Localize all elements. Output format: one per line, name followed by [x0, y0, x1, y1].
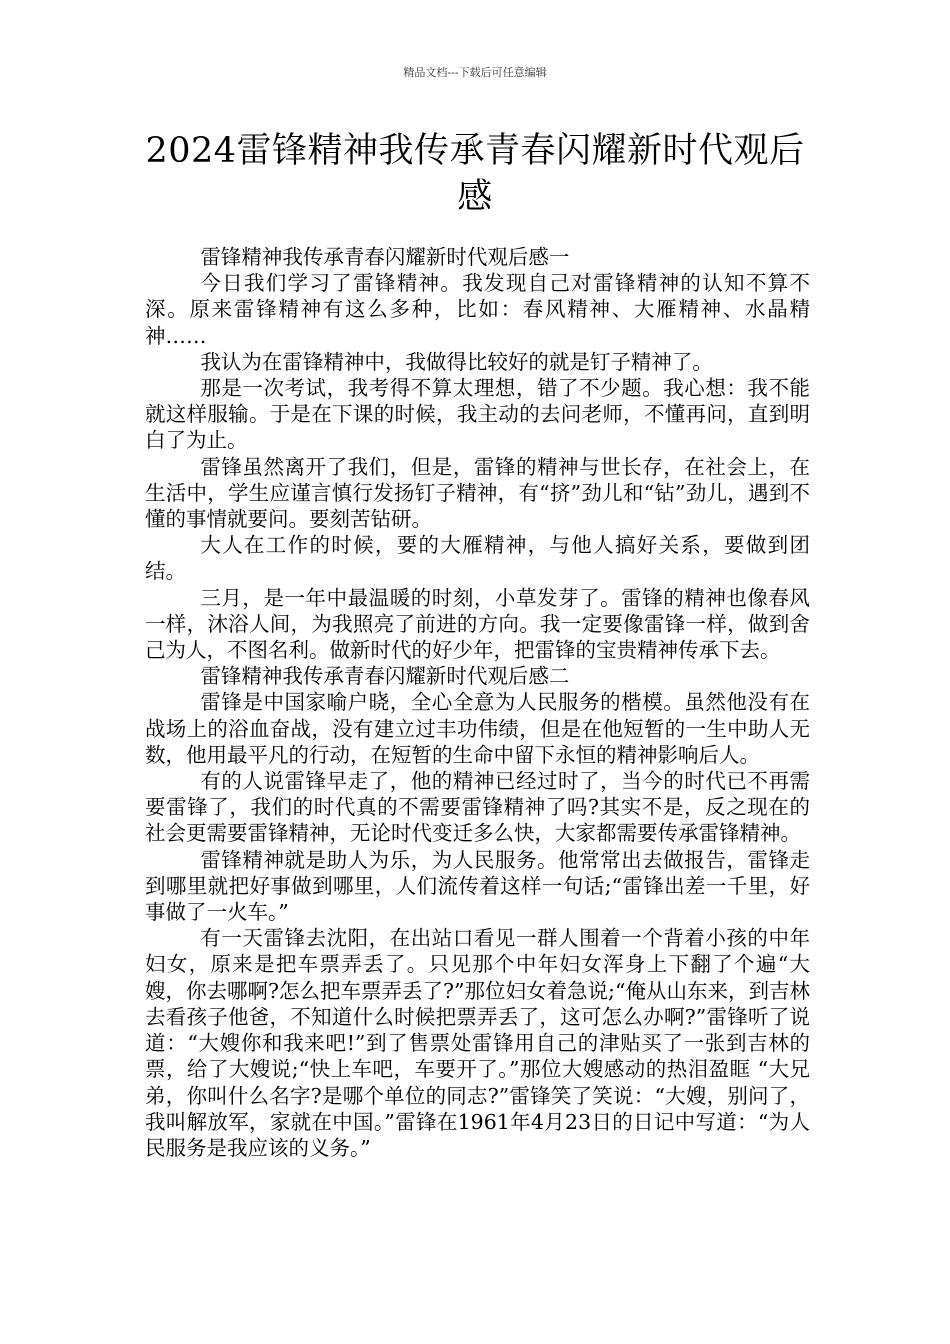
paragraph: 我认为在雷锋精神中，我做得比较好的就是钉子精神了。 [200, 349, 713, 374]
section-heading-1: 雷锋精神我传承青春闪耀新时代观后感一 [200, 245, 570, 269]
paragraph: 雷锋虽然离开了我们，但是，雷锋的精神与世长存，在社会上，在生活中，学生应谨言慎行发扬钉子精神，有“挤”劲儿和“钻”劲儿，遇到不懂的事情就要问。要刻苦钻研。 [145, 454, 810, 532]
paragraph: 三月，是一年中最温暖的时刻，小草发芽了。雷锋的精神也像春风一样，沐浴人间，为我照亮了前进的方向。我一定要像雷锋一样，做到舍己为人，不图名利。做新时代的好少年，把雷锋的宝贵精神传承下去。 [145, 585, 810, 663]
section-heading-2: 雷锋精神我传承青春闪耀新时代观后感二 [200, 664, 570, 689]
document-body [145, 244, 810, 1161]
paragraph: 有的人说雷锋早走了，他的精神已经过时了，当今的时代已不再需要雷锋了，我们的时代真的不需要雷锋精神了吗?其实不是，反之现在的社会更需要雷锋精神，无论时代变迁多么快，大家都需要传承雷锋精神。 [145, 769, 810, 846]
paragraph: 雷锋是中国家喻户晓，全心全意为人民服务的楷模。虽然他没有在战场上的浴血奋战，没有建立过丰功伟绩，但是在他短暂的一生中助人无数，他用最平凡的行动，在短暂的生命中留下永恒的精神影响后人。 [145, 690, 810, 767]
paragraph: 有一天雷锋去沈阳，在出站口看见一群人围着一个背着小孩的中年妇女，原来是把车票弄丢了。只见那个中年妇女浑身上下翻了个遍“大嫂，你去哪啊?怎么把车票弄丢了?”那位妇女着急说;“俺从山东来，到吉林去看孩子他爸，不知道什么时候把票弄丢了，这可怎么办啊?”雷锋听了说道：“大嫂你和我来吧!”到了售票处雷锋用自己的津贴买了一张到吉林的票，给了大嫂说;“快上车吧，车要开了。”那位大嫂感动的热泪盈眶 “大兄弟，你叫什么名字?是哪个单位的同志?”雷锋笑了笑说：“大嫂，别问了，我叫解放军，家就在中国。”雷锋在1961年4月23日的日记中写道：“为人民服务是我应该的义务。” [145, 926, 810, 1160]
paragraph: 那是一次考试，我考得不算太理想，错了不少题。我心想：我不能就这样服输。于是在下课的时候，我主动的去问老师，不懂再问，直到明白了为止。 [145, 376, 810, 453]
paragraph: 大人在工作的时候，要的大雁精神，与他人搞好关系，要做到团结。 [145, 533, 810, 584]
paragraph: 雷锋精神就是助人为乐，为人民服务。他常常出去做报告，雷锋走到哪里就把好事做到哪里，人们流传着这样一句话;“雷锋出差一千里，好事做了一火车。” [145, 847, 810, 925]
paragraph: 今日我们学习了雷锋精神。我发现自己对雷锋精神的认知不算不深。原来雷锋精神有这么多种，比如：春风精神、大雁精神、水晶精神…… [145, 271, 810, 348]
header-note: 精品文档---下载后可任意编辑 [403, 66, 547, 79]
page-title: 2024雷锋精神我传承青春闪耀新时代观后感 [145, 131, 805, 217]
